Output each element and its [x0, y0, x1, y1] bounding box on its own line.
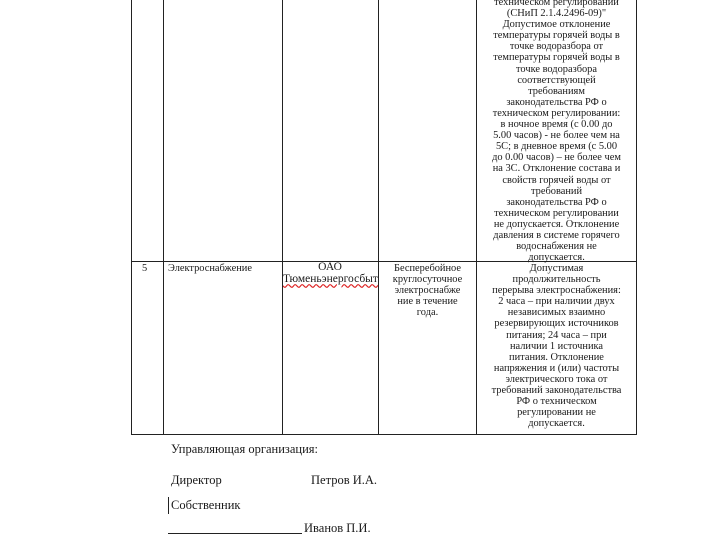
requirement-line: не допускается. Отклонение: [493, 218, 620, 230]
requirement-line: допускается.: [528, 418, 585, 430]
row-number-cell: [131, 263, 163, 274]
service-name: Электроснабжение: [168, 263, 252, 274]
owner-name: Иванов П.И.: [304, 521, 371, 535]
table-col-divider-4: [476, 0, 477, 435]
requirement-line: 2 часа – при наличии двух: [498, 296, 615, 308]
requirement-line: питания. Отклонение: [509, 351, 604, 363]
row-number: 5: [142, 263, 148, 274]
requirement-line: техническом регулировании: [494, 207, 619, 219]
requirement-line: водоснабжения не: [516, 241, 597, 253]
requirement-line: температуры горячей воды в: [493, 52, 620, 64]
requirement-line: на 3С. Отклонение состава и: [492, 163, 621, 175]
requirement-line: давления в системе горячего: [493, 229, 620, 241]
provider-cell: [283, 262, 377, 285]
service-name-cell: [168, 263, 280, 274]
requirement-line: питания; 24 часа – при: [506, 329, 607, 341]
requirement-line: наличии 1 источника: [509, 340, 604, 352]
table-col-divider-1: [163, 0, 164, 435]
requirement-line: продолжительность: [512, 274, 601, 286]
owner-signature-line: [168, 533, 302, 534]
schedule-line: круглосуточное: [392, 274, 463, 286]
requirement-line: (СНиП 2.1.4.2496-09)": [506, 8, 607, 20]
requirement-line: соответствующей: [517, 74, 596, 86]
requirement-line: законодательства РФ о: [506, 96, 607, 108]
requirement-line: требований: [530, 185, 583, 197]
requirement-line: допускается.: [528, 252, 585, 264]
hot-water-requirement-cell: [479, 0, 634, 263]
requirement-line: РФ о техническом: [516, 396, 597, 408]
table-col-divider-3: [378, 0, 379, 435]
schedule-line: электроснабже: [394, 285, 461, 297]
requirement-line: электрического тока от: [505, 373, 608, 385]
schedule-cell: [379, 263, 476, 318]
requirement-line: перерыва электроснабжения:: [492, 285, 621, 297]
requirement-line: Допустимое отклонение: [502, 19, 611, 31]
organization-label: Управляющая организация:: [171, 442, 318, 456]
table-col-divider-2: [282, 0, 283, 435]
requirement-line: точке водоразбора: [516, 63, 597, 75]
provider-line: ОАО: [318, 261, 342, 273]
requirement-line: законодательства РФ о: [506, 196, 607, 208]
requirement-line: Допустимая: [529, 263, 584, 274]
provider-line: Тюменьэнергосбыт: [283, 272, 378, 285]
requirement-line: техническом регулировании: [494, 0, 619, 8]
requirement-line: точке водоразбора от: [509, 41, 604, 53]
requirement-line: требованиям: [528, 85, 585, 97]
schedule-line: года.: [416, 307, 439, 319]
requirement-line: независимых взаимно: [507, 307, 606, 319]
requirement-line: техническом регулировании:: [492, 107, 621, 119]
requirement-line: 5.00 часов) - не более чем на: [493, 130, 620, 142]
table-border-right: [636, 0, 637, 435]
schedule-line: Бесперебойное: [394, 263, 461, 274]
schedule-line: ние в течение: [397, 296, 458, 308]
requirement-line: до 0.00 часов) – не более чем: [492, 152, 621, 164]
requirement-line: резервирующих источников: [494, 318, 619, 330]
requirement-line: регулировании не: [517, 407, 596, 419]
requirement-line: требований законодательства: [491, 385, 622, 397]
requirement-line: свойств горячей воды от: [502, 174, 611, 186]
requirement-line: напряжения и (или) частоты: [493, 362, 620, 374]
electricity-requirement-cell: [479, 263, 634, 429]
requirement-line: 5С; в дневное время (с 5.00: [495, 141, 618, 153]
table-border-bottom: [131, 434, 637, 435]
requirement-line: в ночное время (с 0.00 до: [500, 119, 613, 131]
director-name: Петров И.А.: [311, 473, 378, 487]
text-cursor: [168, 497, 169, 514]
table-border-left: [131, 0, 132, 435]
director-label: Директор: [171, 473, 222, 487]
requirement-line: температуры горячей воды в: [493, 30, 620, 42]
owner-label: Собственник: [171, 498, 241, 512]
